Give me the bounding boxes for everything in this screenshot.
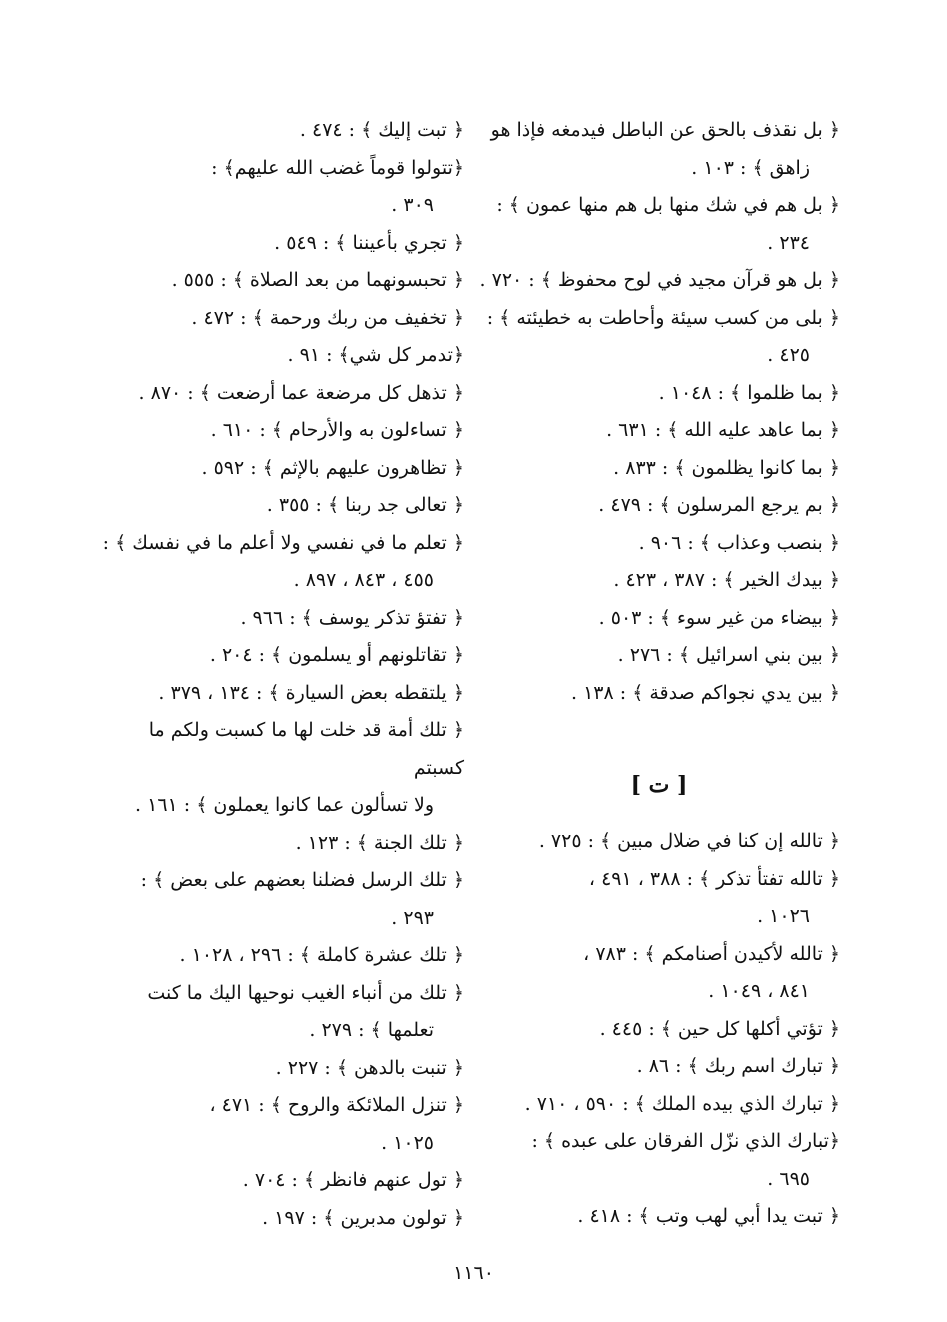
index-entry-text: ﴿ تلك الرسل فضلنا بعضهم على بعض ﴾ : <box>140 869 464 891</box>
index-entry <box>102 1050 464 1088</box>
index-entry-text: ﴿ تبت إليك ﴾ : ٤٧٤ . <box>299 119 464 141</box>
index-entry-text: ﴿ تذهل كل مرضعة عما أرضعت ﴾ : ٨٧٠ . <box>138 381 464 404</box>
index-entry-text: ﴿ بين يدي نجواكم صدقة ﴾ : ١٣٨ . <box>571 681 840 704</box>
index-entry-text: ﴿ بيضاء من غير سوء ﴾ : ٥٠٣ . <box>598 606 840 629</box>
index-entry-text: ﴿ تبارك اسم ربك ﴾ : ٨٦ . <box>636 1055 840 1077</box>
index-entry <box>102 600 464 638</box>
index-entry <box>478 1198 840 1236</box>
index-entry-text: ﴿ تجري بأعيننا ﴾ : ٥٤٩ . <box>274 231 464 254</box>
index-entry <box>478 112 840 187</box>
index-entry-text: ﴿ تحبسونهما من بعد الصلاة ﴾ : ٥٥٥ . <box>171 269 464 291</box>
index-entry <box>478 562 840 600</box>
index-entry-text: ﴿ بما كانوا يظلمون ﴾ : ٨٣٣ . <box>613 456 840 479</box>
index-entry <box>102 337 464 375</box>
index-entry-text: ﴿ بما ظلموا ﴾ : ١٠٤٨ . <box>658 381 840 404</box>
index-entry-continuation: ٨٤١ ، ١٠٤٩ . <box>708 980 810 1002</box>
index-entry <box>478 637 840 675</box>
index-entry <box>102 712 464 825</box>
letter-heading: [ ت ] <box>630 772 688 798</box>
index-entry <box>102 225 464 263</box>
index-entry <box>478 300 840 375</box>
index-entry-continuation: ٢٩٣ . <box>391 906 434 929</box>
index-entry-text: ﴿ تالله إن كنا في ضلال مبين ﴾ : ٧٢٥ . <box>538 830 840 852</box>
index-entry-text: ﴿ تلك الجنة ﴾ : ١٢٣ . <box>295 831 464 854</box>
index-entry-text: ﴿ تبارك الذي بيده الملك ﴾ : ٥٩٠ ، ٧١٠ . <box>524 1092 840 1115</box>
index-entry-text: ﴿ تقاتلونهم أو يسلمون ﴾ : ٢٠٤ . <box>209 644 464 666</box>
index-entry-text: ﴿ تفتؤ تذكر يوسف ﴾ : ٩٦٦ . <box>240 606 464 629</box>
index-entry-continuation: ٢٣٤ . <box>767 231 810 254</box>
index-entry-text: ﴿تبارك الذي نزّل الفرقان على عبده ﴾ : <box>531 1130 840 1152</box>
index-entry-text: ﴿ تبت يدا أبي لهب وتب ﴾ : ٤١٨ . <box>577 1205 840 1227</box>
index-entry-text: ﴿ بل نقذف بالحق عن الباطل فيدمغه فإذا هو <box>490 119 840 141</box>
index-column-left <box>102 112 464 1237</box>
index-entry <box>478 262 840 300</box>
index-entry-text: ﴿ تالله تفتأ تذكر ﴾ : ٣٨٨ ، ٤٩١ ، <box>588 867 840 890</box>
index-entry-text: ﴿ تؤتي أكلها كل حين ﴾ : ٤٤٥ . <box>599 1017 840 1040</box>
index-entry-text: ﴿ بل هو قرآن مجيد في لوح محفوظ ﴾ : ٧٢٠ . <box>479 269 840 291</box>
index-entry-text: ﴿ تنزل الملائكة والروح ﴾ : ٤٧١ ، <box>209 1094 464 1116</box>
page-number: ١١٦٠ <box>453 1262 494 1284</box>
index-entry-text: ﴿ تنبت بالدهن ﴾ : ٢٢٧ . <box>275 1056 464 1079</box>
index-entry <box>102 1162 464 1200</box>
index-entry-continuation: زاهق ﴾ : ١٠٣ . <box>691 156 810 179</box>
index-entry-text: ﴿ تعالى جد ربنا ﴾ : ٣٥٥ . <box>266 494 464 516</box>
index-entry-text: ﴿ تول عنهم فانظر ﴾ : ٧٠٤ . <box>242 1169 464 1191</box>
index-entry-text: ﴿تدمر كل شي﴾ : ٩١ . <box>287 344 464 366</box>
index-entry <box>102 300 464 338</box>
index-entry <box>478 1086 840 1124</box>
index-entry <box>478 600 840 638</box>
index-entry-text: ﴿ بيدك الخير ﴾ : ٣٨٧ ، ٤٢٣ . <box>613 569 840 591</box>
index-entry-continuation: ٤٥٥ ، ٨٤٣ ، ٨٩٧ . <box>293 569 434 591</box>
index-entry-text: ﴿ بين بني اسرائيل ﴾ : ٢٧٦ . <box>617 644 840 666</box>
index-entry <box>102 112 464 150</box>
index-entry <box>478 450 840 488</box>
index-entry-text: ﴿ تخفيف من ربك ورحمة ﴾ : ٤٧٢ . <box>191 306 464 329</box>
index-entry-text: ﴿تتولوا قوماً غضب الله عليهم﴾ : <box>211 156 464 179</box>
index-entry-text: ﴿ بنصب وعذاب ﴾ : ٩٠٦ . <box>638 531 840 554</box>
index-entry-text: ﴿ تظاهرون عليهم بالإثم ﴾ : ٥٩٢ . <box>201 456 464 479</box>
index-entry <box>478 375 840 413</box>
index-entry <box>478 187 840 262</box>
index-entry <box>102 150 464 225</box>
index-entry <box>102 487 464 525</box>
index-entry-text: ﴿ بم يرجع المرسلون ﴾ : ٤٧٩ . <box>598 494 840 516</box>
index-entry-text: ﴿ يلتقطه بعض السيارة ﴾ : ١٣٤ ، ٣٧٩ . <box>158 681 464 704</box>
index-entry <box>102 675 464 713</box>
index-entry <box>102 637 464 675</box>
index-entry-continuation: تعلمها ﴾ : ٢٧٩ . <box>309 1019 434 1041</box>
index-entry-text: ﴿ تعلم ما في نفسي ولا أعلم ما في نفسك ﴾ : <box>102 531 464 554</box>
index-entry-text: ﴿ تالله لأكيدن أصنامكم ﴾ : ٧٨٣ ، <box>583 942 840 965</box>
index-entry-text: ﴿ بل هم في شك منها بل هم منها عمون ﴾ : <box>496 194 840 216</box>
index-entry <box>102 375 464 413</box>
index-entry <box>102 975 464 1050</box>
index-entry <box>102 1200 464 1238</box>
index-entry <box>478 861 840 936</box>
index-entry-text: ﴿ تلك أمة قد خلت لها ما كسبت ولكم ما كسبتم <box>148 719 464 779</box>
index-entry-continuation: ٣٠٩ . <box>391 194 434 216</box>
index-entry-text: ﴿ تساءلون به والأرحام ﴾ : ٦١٠ . <box>210 419 464 441</box>
index-entry <box>478 412 840 450</box>
index-entry-text: ﴿ تولون مدبرين ﴾ : ١٩٧ . <box>262 1206 464 1229</box>
index-entry <box>478 675 840 713</box>
index-entry <box>102 937 464 975</box>
index-entry-text: ﴿ بما عاهد عليه الله ﴾ : ٦٣١ . <box>606 419 840 441</box>
index-entry <box>102 262 464 300</box>
index-entry <box>478 1123 840 1198</box>
index-entry <box>102 525 464 600</box>
index-entry-text: ﴿ تلك من أنباء الغيب نوحيها اليك ما كنت <box>147 981 464 1004</box>
index-entry-continuation: ١٠٢٦ . <box>757 905 810 927</box>
index-column-right <box>478 112 840 1236</box>
index-entry-text: ﴿ تلك عشرة كاملة ﴾ : ٢٩٦ ، ١٠٢٨ . <box>179 944 464 966</box>
index-entry <box>478 525 840 563</box>
index-entry-continuation: ١٠٢٥ . <box>381 1131 434 1154</box>
index-entry <box>102 412 464 450</box>
index-entry <box>102 862 464 937</box>
index-entry-continuation: ٦٩٥ . <box>767 1167 810 1190</box>
index-entry-continuation: ٤٢٥ . <box>767 344 810 366</box>
index-entry-continuation: ولا تسألون عما كانوا يعملون ﴾ : ١٦١ . <box>135 794 434 816</box>
index-entry-text: ﴿ بلى من كسب سيئة وأحاطت به خطيئته ﴾ : <box>486 306 840 329</box>
index-entry <box>478 936 840 1011</box>
index-entry <box>102 825 464 863</box>
index-entry <box>478 823 840 861</box>
index-entry <box>102 1087 464 1162</box>
index-entry <box>478 1011 840 1049</box>
index-entry <box>478 1048 840 1086</box>
index-entry <box>478 487 840 525</box>
index-entry <box>102 450 464 488</box>
